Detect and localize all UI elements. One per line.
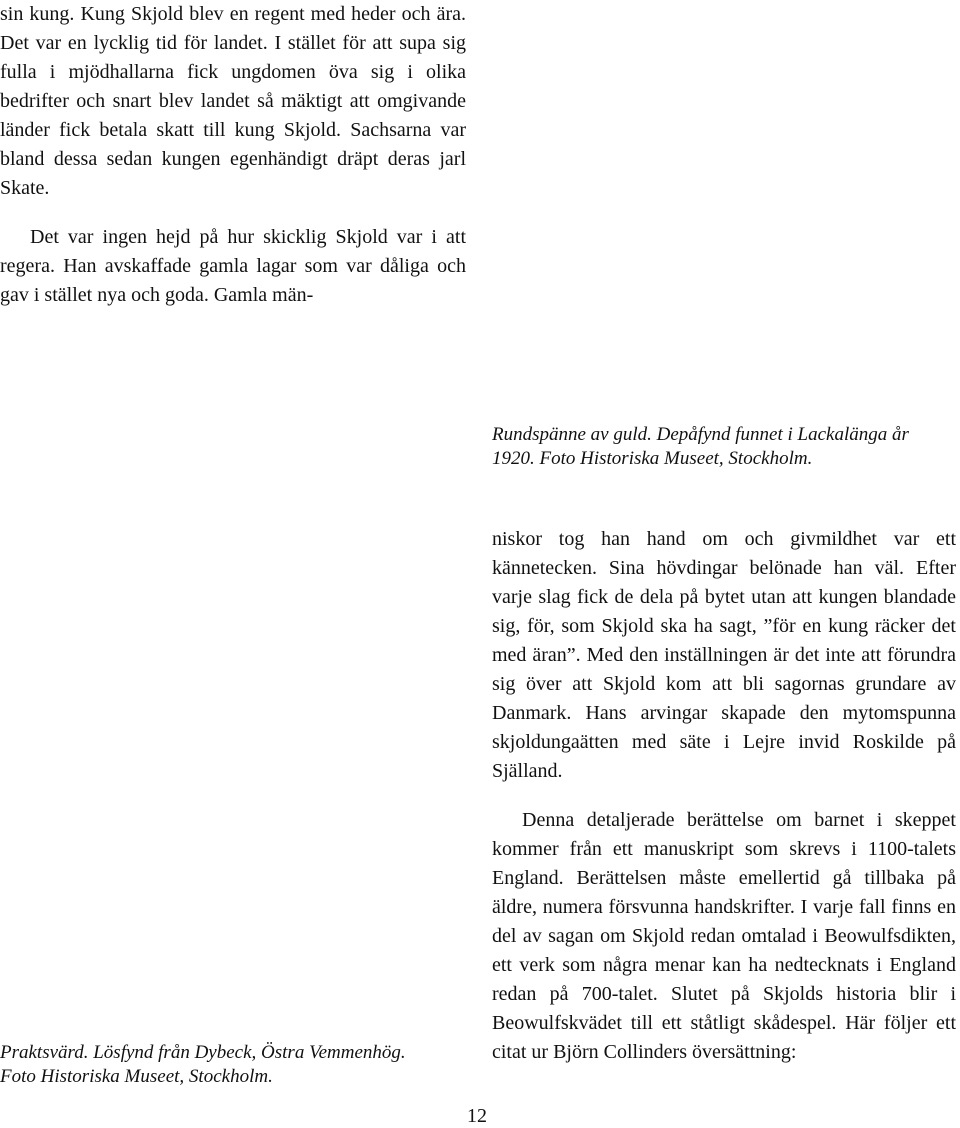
- caption-sword-line-1: Praktsvärd. Lösfynd från Dybeck, Östra Vemmenhög.: [0, 1042, 406, 1063]
- caption-gold-brooch: [492, 423, 960, 471]
- caption-gold-brooch-line-2: 1920. Foto Historiska Museet, Stockholm.: [492, 448, 813, 469]
- caption-sword-line-2: Foto Historiska Museet, Stockholm.: [0, 1066, 273, 1087]
- caption-sword: [0, 1041, 470, 1089]
- left-column-text: [0, 0, 466, 310]
- right-paragraph-2: Denna detaljerade berättelse om barnet i skeppet kommer från ett manuskript som skrevs i 1100-talets England. Berättelsen måste emellertid gå tillbaka på äldre, numera försvunna handskrifter. I varje fall finns en del av sagan om Skjold redan omtalad i Beowulfsdikten, ett verk som några menar kan ha nedtecknats i England redan på 700-talet. Slutet på Skjolds historia blir i Beowulfskvädet till ett ståtligt skådespel. Här följer ett citat ur Björn Collinders översättning:: [492, 809, 956, 1063]
- left-paragraph-2: Det var ingen hejd på hur skicklig Skjold var i att regera. Han avskaffade gamla lagar som var dåliga och gav i stället nya och goda. Gamla män-: [0, 226, 466, 306]
- page-number: 12: [467, 1105, 487, 1127]
- right-column-text: [492, 525, 956, 1067]
- left-paragraph-1: sin kung. Kung Skjold blev en regent med heder och ära. Det var en lycklig tid för landet. I stället för att supa sig fulla i mjödhallarna fick ungdomen öva sig i olika bedrifter och snart blev landet så mäktigt att omgivande länder fick betala skatt till kung Skjold. Sachsarna var bland dessa sedan kungen egenhändigt dräpt deras jarl Skate.: [0, 3, 466, 199]
- caption-gold-brooch-line-1: Rundspänne av guld. Depåfynd funnet i Lackalänga år: [492, 424, 909, 445]
- right-paragraph-1: niskor tog han hand om och givmildhet var ett kännetecken. Sina hövdingar belönade han väl. Efter varje slag fick de dela på bytet utan att kungen blandade sig, för, som Skjold ska ha sagt, ”för en kung räcker det med äran”. Med den inställningen är det inte att förundra sig över att Skjold kom att bli sagornas grundare av Danmark. Hans arvingar skapade den mytomspunna skjoldungaätten med säte i Lejre invid Roskilde på Själland.: [492, 528, 956, 782]
